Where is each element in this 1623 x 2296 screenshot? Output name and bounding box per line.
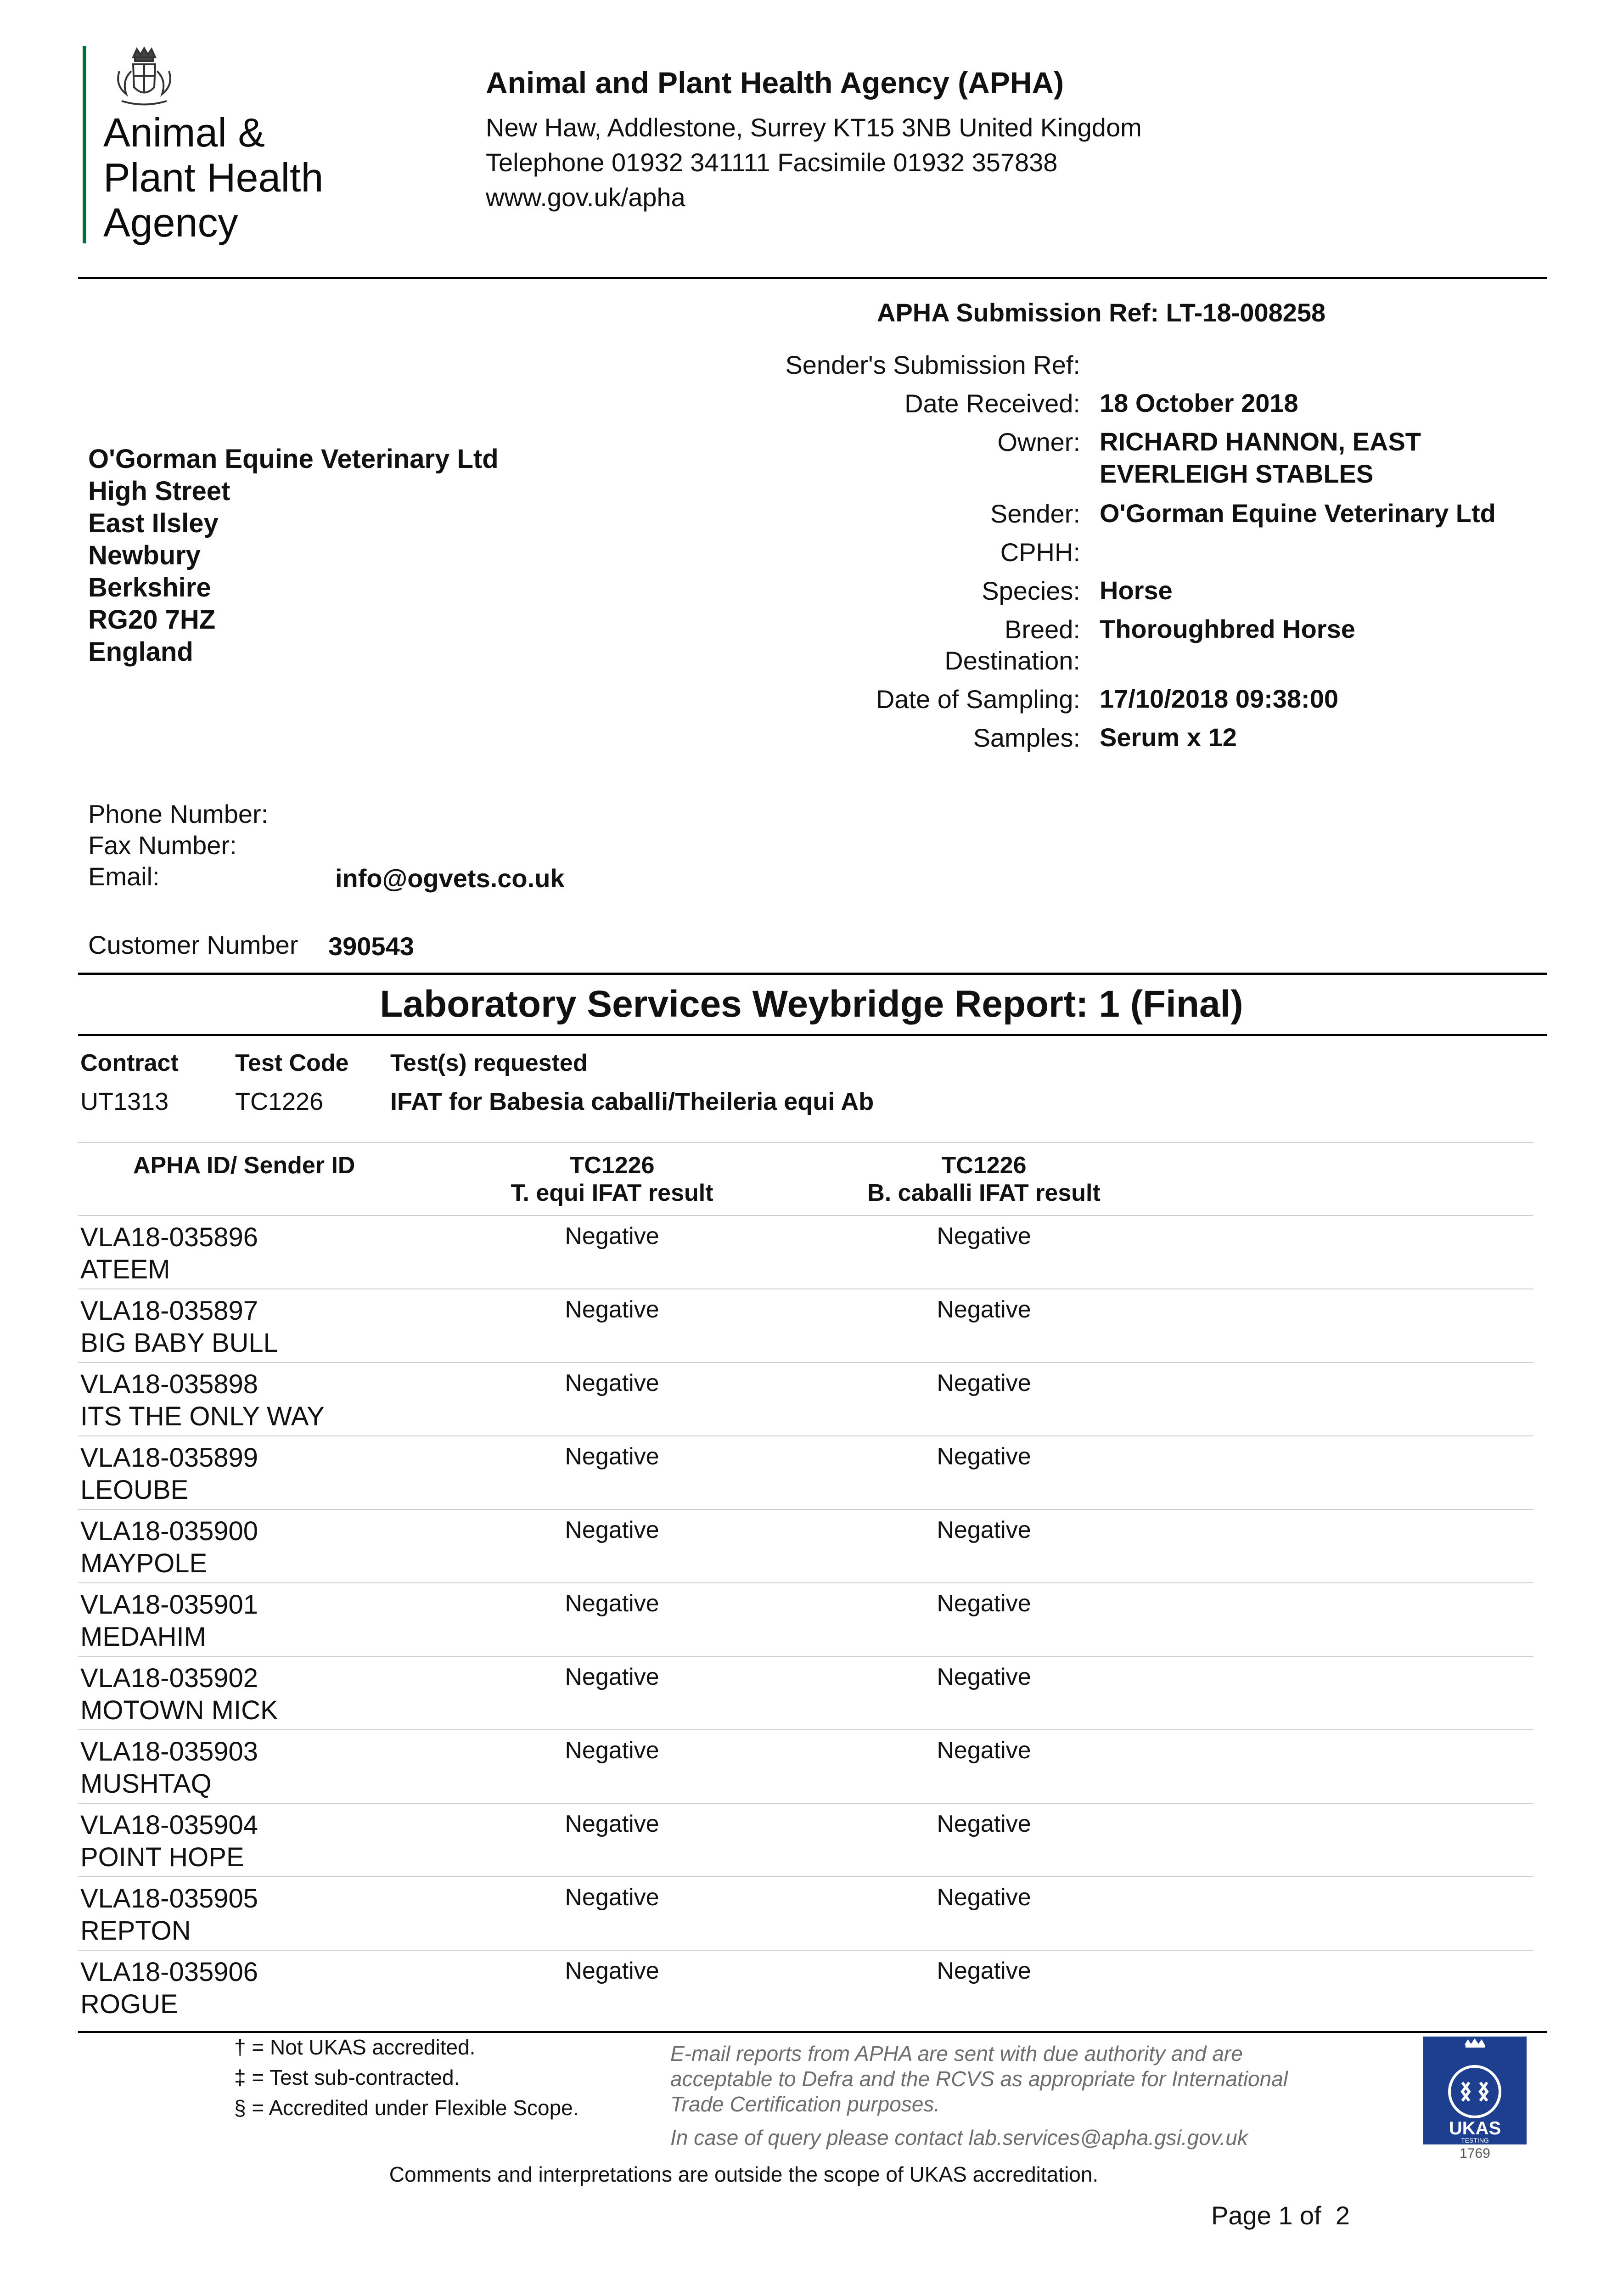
page-number: Page 1 of 2 — [1211, 2201, 1350, 2230]
fax-label: Fax Number: — [88, 831, 237, 860]
row-tequi-result: Negative — [565, 1223, 659, 1249]
row-bcaballi-result: Negative — [937, 1958, 1031, 1984]
row-tequi-result: Negative — [565, 1296, 659, 1323]
recipient-address-line: O'Gorman Equine Veterinary Ltd — [88, 444, 499, 474]
address-line-1: New Haw, Addlestone, Surrey KT15 3NB United Kingdom — [486, 113, 1142, 142]
email-link[interactable]: info@ogvets.co.uk — [335, 864, 565, 893]
ukas-testing-label: TESTING — [1461, 2137, 1489, 2144]
row-sender-id: MUSHTAQ — [80, 1769, 212, 1799]
row-sender-id: ATEEM — [80, 1255, 170, 1284]
breed-label: Breed: — [1005, 615, 1080, 644]
species-value: Horse — [1100, 576, 1173, 605]
accreditation-legend — [234, 2032, 579, 2123]
table-row — [80, 1809, 258, 1874]
row-bcaballi-result: Negative — [937, 1737, 1031, 1764]
col-header-tequi-name: T. equi IFAT result — [511, 1180, 713, 1206]
row-apha-id: VLA18-035897 — [80, 1296, 258, 1326]
row-bcaballi-result: Negative — [937, 1296, 1031, 1323]
samples-label: Samples: — [973, 723, 1080, 752]
test-code-value: TC1226 — [235, 1088, 324, 1115]
row-tequi-result: Negative — [565, 1811, 659, 1837]
owner-label: Owner: — [997, 428, 1080, 456]
row-sender-id: ROGUE — [80, 1989, 178, 2019]
logo-green-bar — [83, 46, 86, 243]
row-sender-id: MEDAHIM — [80, 1622, 206, 1652]
row-sender-id: POINT HOPE — [80, 1842, 244, 1872]
report-title: Laboratory Services Weybridge Report: 1 (Final) — [380, 983, 1243, 1025]
sampling-date-label: Date of Sampling: — [876, 685, 1080, 714]
sampling-date-value: 17/10/2018 09:38:00 — [1100, 684, 1338, 713]
logo-line-1: Animal & — [103, 110, 265, 155]
row-bcaballi-result: Negative — [937, 1590, 1031, 1617]
logo-line-3: Agency — [103, 200, 238, 245]
submission-ref-label: APHA Submission Ref: — [877, 298, 1159, 327]
website-link[interactable]: www.gov.uk/apha — [486, 183, 685, 212]
customer-number-value: 390543 — [328, 932, 414, 961]
row-apha-id: VLA18-035906 — [80, 1957, 258, 1987]
tests-requested-value: IFAT for Babesia caballi/Theileria equi Ab — [390, 1088, 874, 1115]
table-header-rule — [78, 1215, 1533, 1216]
row-divider — [78, 1950, 1533, 1951]
table-row — [80, 1662, 278, 1727]
row-divider — [78, 1582, 1533, 1583]
row-tequi-result: Negative — [565, 1737, 659, 1764]
query-contact-note: In case of query please contact lab.services@apha.gsi.gov.uk — [670, 2126, 1248, 2150]
row-bcaballi-result: Negative — [937, 1223, 1031, 1249]
row-tequi-result: Negative — [565, 1958, 659, 1984]
recipient-address-line: England — [88, 637, 193, 667]
table-top-rule — [78, 1142, 1533, 1143]
row-sender-id: MOTOWN MICK — [80, 1695, 278, 1725]
row-divider — [78, 1803, 1533, 1804]
royal-crest-icon — [101, 44, 179, 113]
col-header-bcaballi-code: TC1226 — [941, 1152, 1027, 1179]
phone-label: Phone Number: — [88, 799, 269, 828]
test-code-header: Test Code — [235, 1050, 349, 1076]
row-apha-id: VLA18-035896 — [80, 1222, 258, 1252]
row-bcaballi-result: Negative — [937, 1811, 1031, 1837]
sender-label: Sender: — [990, 499, 1080, 528]
row-sender-id: MAYPOLE — [80, 1548, 208, 1578]
owner-value-line2: EVERLEIGH STABLES — [1100, 459, 1374, 488]
tests-requested-header: Test(s) requested — [390, 1050, 588, 1076]
row-divider — [78, 1876, 1533, 1877]
row-tequi-result: Negative — [565, 1370, 659, 1396]
cphh-label: CPHH: — [1000, 538, 1080, 567]
ukas-number: 1769 — [1460, 2146, 1490, 2161]
table-row — [80, 1883, 258, 1947]
recipient-address-line: Berkshire — [88, 573, 211, 602]
row-apha-id: VLA18-035900 — [80, 1516, 258, 1546]
submission-ref — [877, 298, 1325, 327]
contract-value: UT1313 — [80, 1088, 169, 1115]
contract-header: Contract — [80, 1050, 179, 1076]
col-header-bcaballi-name: B. caballi IFAT result — [867, 1180, 1101, 1206]
email-label: Email: — [88, 862, 160, 891]
submission-ref-value: LT-18-008258 — [1166, 298, 1326, 327]
sender-ref-label: Sender's Submission Ref: — [785, 350, 1080, 379]
row-apha-id: VLA18-035901 — [80, 1590, 258, 1620]
row-apha-id: VLA18-035903 — [80, 1737, 258, 1767]
recipient-address — [88, 443, 499, 668]
row-tequi-result: Negative — [565, 1517, 659, 1543]
table-row — [80, 1589, 258, 1653]
row-sender-id: REPTON — [80, 1916, 191, 1946]
logo-wordmark — [103, 110, 323, 245]
row-bcaballi-result: Negative — [937, 1443, 1031, 1470]
row-tequi-result: Negative — [565, 1590, 659, 1617]
row-bcaballi-result: Negative — [937, 1884, 1031, 1911]
recipient-address-line: East Ilsley — [88, 508, 219, 538]
row-apha-id: VLA18-035902 — [80, 1663, 258, 1693]
email-disclaimer-line: Trade Certification purposes. — [670, 2092, 940, 2116]
email-disclaimer-line: acceptable to Defra and the RCVS as appropriate for International — [670, 2067, 1288, 2091]
owner-value-line1: RICHARD HANNON, EAST — [1100, 427, 1421, 456]
recipient-address-line: RG20 7HZ — [88, 605, 216, 635]
ukas-accreditation-logo — [1423, 2037, 1527, 2161]
sender-value: O'Gorman Equine Veterinary Ltd — [1100, 499, 1496, 528]
row-bcaballi-result: Negative — [937, 1370, 1031, 1396]
legend-not-ukas: † = Not UKAS accredited. — [234, 2035, 476, 2059]
col-header-tequi-code: TC1226 — [569, 1152, 655, 1179]
species-label: Species: — [982, 576, 1080, 605]
customer-number-label: Customer Number — [88, 930, 298, 959]
header-divider — [78, 277, 1547, 279]
email-disclaimer — [670, 2041, 1288, 2117]
email-disclaimer-line: E-mail reports from APHA are sent with due authority and are — [670, 2042, 1243, 2065]
agency-address — [486, 110, 1142, 215]
title-bottom-rule — [78, 1034, 1547, 1036]
row-divider — [78, 1729, 1533, 1730]
table-row — [80, 1515, 258, 1580]
table-row — [80, 1295, 278, 1359]
row-apha-id: VLA18-035904 — [80, 1810, 258, 1840]
legend-flexible-scope: § = Accredited under Flexible Scope. — [234, 2096, 579, 2120]
row-divider — [78, 1435, 1533, 1436]
title-top-rule — [78, 973, 1547, 975]
row-sender-id: BIG BABY BULL — [80, 1328, 278, 1358]
table-row — [80, 1442, 258, 1506]
row-tequi-result: Negative — [565, 1443, 659, 1470]
legend-sub-contracted: ‡ = Test sub-contracted. — [234, 2065, 460, 2089]
breed-value: Thoroughbred Horse — [1100, 614, 1355, 643]
destination-label: Destination: — [944, 646, 1080, 675]
logo-line-2: Plant Health — [103, 155, 324, 200]
table-row — [80, 1956, 258, 2020]
row-sender-id: ITS THE ONLY WAY — [80, 1401, 325, 1431]
table-row — [80, 1221, 258, 1286]
ukas-label: UKAS — [1449, 2118, 1501, 2138]
row-apha-id: VLA18-035899 — [80, 1443, 258, 1473]
table-row — [80, 1736, 258, 1800]
recipient-address-line: High Street — [88, 476, 230, 506]
row-sender-id: LEOUBE — [80, 1475, 189, 1505]
row-apha-id: VLA18-035898 — [80, 1369, 258, 1399]
row-divider — [78, 1509, 1533, 1510]
agency-name: Animal and Plant Health Agency (APHA) — [486, 66, 1064, 100]
recipient-address-line: Newbury — [88, 540, 201, 570]
date-received-label: Date Received: — [904, 389, 1080, 418]
row-apha-id: VLA18-035905 — [80, 1884, 258, 1913]
date-received-value: 18 October 2018 — [1100, 388, 1298, 417]
row-divider — [78, 1362, 1533, 1363]
ukas-comments-note: Comments and interpretations are outside the scope of UKAS accreditation. — [389, 2162, 1099, 2186]
row-tequi-result: Negative — [565, 1664, 659, 1690]
row-bcaballi-result: Negative — [937, 1517, 1031, 1543]
row-tequi-result: Negative — [565, 1884, 659, 1911]
table-row — [80, 1368, 325, 1433]
address-line-2: Telephone 01932 341111 Facsimile 01932 357838 — [486, 148, 1058, 177]
row-divider — [78, 1656, 1533, 1657]
col-header-id: APHA ID/ Sender ID — [133, 1152, 355, 1179]
row-bcaballi-result: Negative — [937, 1664, 1031, 1690]
samples-value: Serum x 12 — [1100, 723, 1237, 752]
